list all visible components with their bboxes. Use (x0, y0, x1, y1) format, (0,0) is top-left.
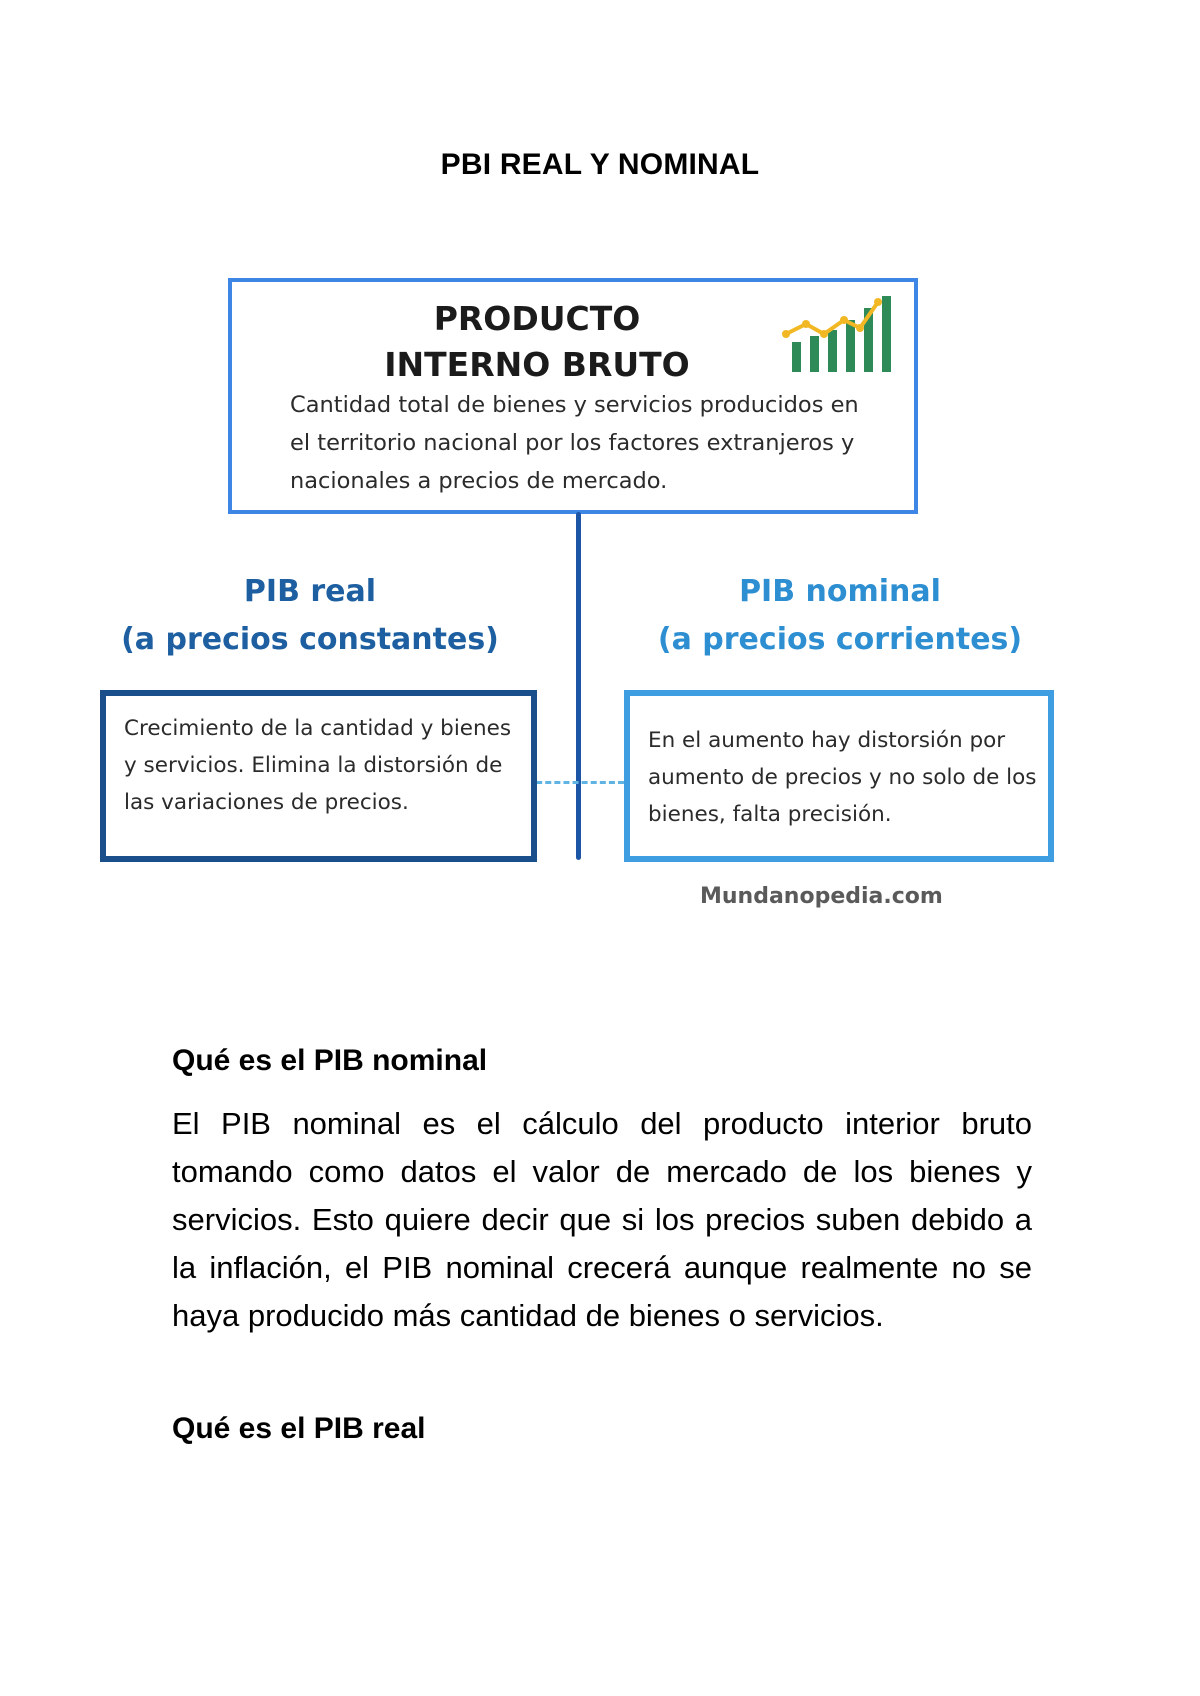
section-heading-nominal: Qué es el PIB nominal (172, 1044, 488, 1077)
growth-chart-icon (782, 290, 902, 374)
pib-real-title (110, 568, 510, 664)
pib-heading-line1: PRODUCTO (433, 299, 641, 338)
pib-real-title-line2: (a precios constantes) (121, 622, 499, 657)
section-paragraph-nominal: El PIB nominal es el cálculo del producto interior bruto tomando como datos el valor de mercado de los bienes y servicios. Esto quiere decir que si los precios suben debido a la inflación, el PIB nominal crecerá aunque realmente no se haya producido más cantidad de bienes o servicios. (172, 1106, 1032, 1333)
pib-heading (342, 296, 732, 388)
page-title: PBI REAL Y NOMINAL (440, 148, 760, 181)
pib-nominal-title-line1: PIB nominal (739, 574, 941, 609)
pib-nominal-title-line2: (a precios corrientes) (657, 622, 1023, 657)
pib-real-title-line1: PIB real (243, 574, 377, 609)
pib-definition-box (228, 278, 918, 514)
pib-heading-line2: INTERNO BRUTO (384, 345, 690, 384)
pib-nominal-title (640, 568, 1040, 664)
vertical-connector-line (576, 512, 581, 860)
pib-nominal-box (624, 690, 1054, 862)
pib-nominal-description: En el aumento hay distorsión por aumento de precios y no solo de los bienes, falta precisión. (648, 728, 1037, 827)
pib-definition-text: Cantidad total de bienes y servicios producidos en el territorio nacional por los factores extranjeros y nacionales a precios de mercado. (290, 392, 859, 494)
pib-real-description: Crecimiento de la cantidad y bienes y servicios. Elimina la distorsión de las variaciones de precios. (124, 716, 512, 815)
pib-real-box (100, 690, 537, 862)
source-credit: Mundanopedia.com (700, 884, 943, 909)
section-heading-real: Qué es el PIB real (172, 1412, 426, 1445)
